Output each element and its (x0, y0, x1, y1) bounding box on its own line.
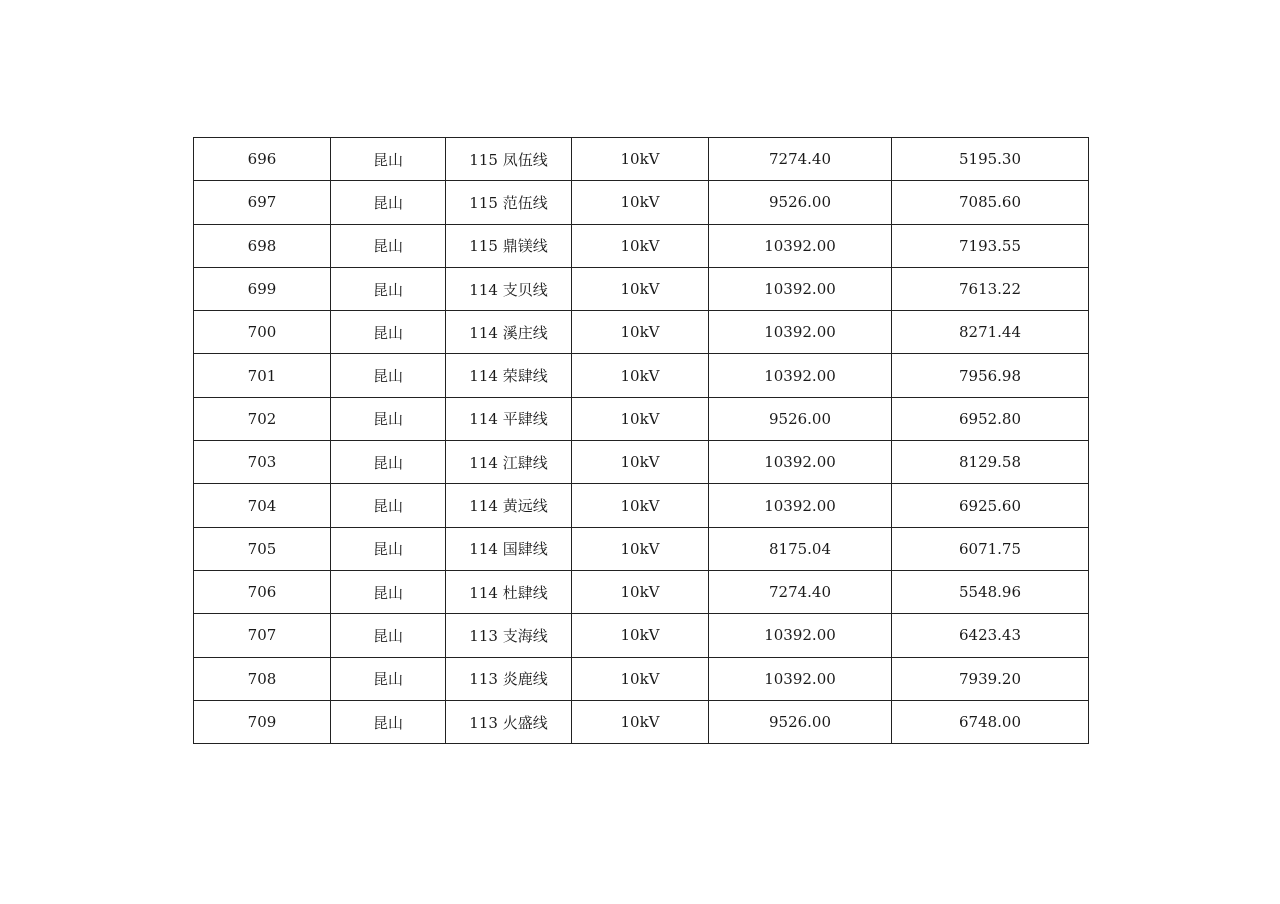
region-cell: 昆山 (331, 311, 446, 354)
table-row (194, 354, 1089, 397)
row-number-cell: 696 (194, 138, 331, 181)
region-cell: 昆山 (331, 181, 446, 224)
load-cell: 6748.00 (892, 700, 1089, 743)
region-cell: 昆山 (331, 267, 446, 310)
voltage-cell: 10kV (572, 570, 709, 613)
capacity-cell: 9526.00 (709, 397, 892, 440)
line-name-cell: 114 国肆线 (446, 527, 572, 570)
load-cell: 6423.43 (892, 614, 1089, 657)
voltage-cell: 10kV (572, 484, 709, 527)
row-number-cell: 699 (194, 267, 331, 310)
table-row (194, 614, 1089, 657)
table-row (194, 311, 1089, 354)
table-row (194, 397, 1089, 440)
line-name-cell: 114 溪庄线 (446, 311, 572, 354)
line-name-cell: 114 支贝线 (446, 267, 572, 310)
capacity-cell: 7274.40 (709, 570, 892, 613)
line-name-cell: 114 黄远线 (446, 484, 572, 527)
voltage-cell: 10kV (572, 657, 709, 700)
voltage-cell: 10kV (572, 354, 709, 397)
capacity-cell: 10392.00 (709, 441, 892, 484)
capacity-cell: 10392.00 (709, 484, 892, 527)
line-name-cell: 113 炎鹿线 (446, 657, 572, 700)
region-cell: 昆山 (331, 397, 446, 440)
table-row (194, 267, 1089, 310)
line-name-cell: 115 鼎镁线 (446, 224, 572, 267)
capacity-cell: 10392.00 (709, 354, 892, 397)
voltage-cell: 10kV (572, 267, 709, 310)
voltage-cell: 10kV (572, 527, 709, 570)
table-row (194, 484, 1089, 527)
row-number-cell: 700 (194, 311, 331, 354)
row-number-cell: 701 (194, 354, 331, 397)
table-row (194, 441, 1089, 484)
table-row (194, 138, 1089, 181)
region-cell: 昆山 (331, 441, 446, 484)
row-number-cell: 698 (194, 224, 331, 267)
region-cell: 昆山 (331, 354, 446, 397)
line-name-cell: 113 支海线 (446, 614, 572, 657)
load-cell: 7613.22 (892, 267, 1089, 310)
row-number-cell: 706 (194, 570, 331, 613)
table-row (194, 700, 1089, 743)
table-row (194, 657, 1089, 700)
line-name-cell: 114 平肆线 (446, 397, 572, 440)
capacity-cell: 10392.00 (709, 267, 892, 310)
load-cell: 6071.75 (892, 527, 1089, 570)
row-number-cell: 697 (194, 181, 331, 224)
region-cell: 昆山 (331, 700, 446, 743)
load-cell: 5548.96 (892, 570, 1089, 613)
load-cell: 7939.20 (892, 657, 1089, 700)
voltage-cell: 10kV (572, 397, 709, 440)
line-name-cell: 114 杜肆线 (446, 570, 572, 613)
row-number-cell: 705 (194, 527, 331, 570)
capacity-cell: 10392.00 (709, 311, 892, 354)
voltage-cell: 10kV (572, 700, 709, 743)
row-number-cell: 707 (194, 614, 331, 657)
load-cell: 7085.60 (892, 181, 1089, 224)
region-cell: 昆山 (331, 224, 446, 267)
line-name-cell: 115 范伍线 (446, 181, 572, 224)
region-cell: 昆山 (331, 657, 446, 700)
load-cell: 7956.98 (892, 354, 1089, 397)
voltage-cell: 10kV (572, 224, 709, 267)
region-cell: 昆山 (331, 484, 446, 527)
load-cell: 6952.80 (892, 397, 1089, 440)
table-row (194, 527, 1089, 570)
line-name-cell: 115 凤伍线 (446, 138, 572, 181)
table-row (194, 224, 1089, 267)
capacity-cell: 9526.00 (709, 700, 892, 743)
capacity-cell: 8175.04 (709, 527, 892, 570)
load-cell: 8271.44 (892, 311, 1089, 354)
row-number-cell: 702 (194, 397, 331, 440)
voltage-cell: 10kV (572, 181, 709, 224)
table-row (194, 181, 1089, 224)
region-cell: 昆山 (331, 138, 446, 181)
load-cell: 8129.58 (892, 441, 1089, 484)
voltage-cell: 10kV (572, 138, 709, 181)
capacity-cell: 9526.00 (709, 181, 892, 224)
power-line-table (193, 137, 1089, 744)
region-cell: 昆山 (331, 570, 446, 613)
row-number-cell: 709 (194, 700, 331, 743)
capacity-cell: 7274.40 (709, 138, 892, 181)
voltage-cell: 10kV (572, 441, 709, 484)
voltage-cell: 10kV (572, 311, 709, 354)
row-number-cell: 708 (194, 657, 331, 700)
load-cell: 6925.60 (892, 484, 1089, 527)
line-name-cell: 114 江肆线 (446, 441, 572, 484)
table-row (194, 570, 1089, 613)
load-cell: 5195.30 (892, 138, 1089, 181)
load-cell: 7193.55 (892, 224, 1089, 267)
voltage-cell: 10kV (572, 614, 709, 657)
line-name-cell: 113 火盛线 (446, 700, 572, 743)
capacity-cell: 10392.00 (709, 614, 892, 657)
capacity-cell: 10392.00 (709, 224, 892, 267)
table-body (194, 138, 1089, 744)
row-number-cell: 704 (194, 484, 331, 527)
region-cell: 昆山 (331, 614, 446, 657)
line-name-cell: 114 荣肆线 (446, 354, 572, 397)
region-cell: 昆山 (331, 527, 446, 570)
row-number-cell: 703 (194, 441, 331, 484)
capacity-cell: 10392.00 (709, 657, 892, 700)
